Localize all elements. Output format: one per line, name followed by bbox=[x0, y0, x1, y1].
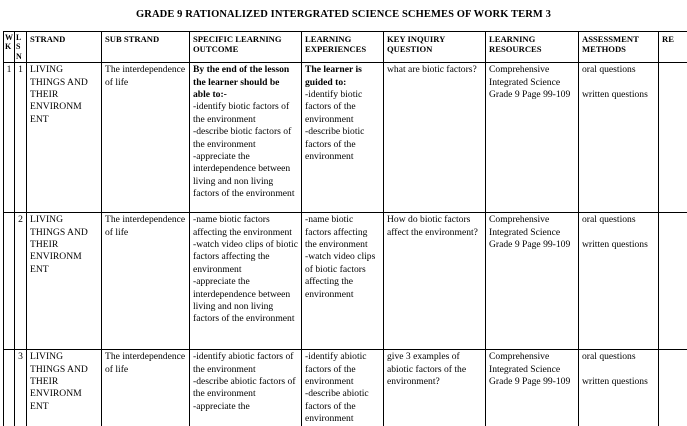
cell-resources: Comprehensive Integrated Science Grade 9 Page 99-109 bbox=[486, 350, 579, 426]
assessment-written: written questions bbox=[582, 88, 648, 100]
outcome-text: -identify abiotic factors of the environment -describe abiotic factors of the environment -appreciate the bbox=[193, 351, 296, 412]
cell-strand: LIVING THINGS AND THEIR ENVIRONM ENT bbox=[27, 213, 102, 350]
cell-strand: LIVING THINGS AND THEIR ENVIRONM ENT bbox=[27, 63, 102, 213]
cell-outcome bbox=[190, 213, 302, 350]
cell-remarks bbox=[659, 350, 687, 426]
experiences-text: -name biotic factors affecting the environment -watch video clips of biotic factors affecting the environment bbox=[305, 214, 376, 300]
cell-resources: Comprehensive Integrated Science Grade 9 Page 99-109 bbox=[486, 63, 579, 213]
cell-experiences bbox=[302, 63, 384, 213]
header-remarks: RE bbox=[659, 32, 687, 63]
assessment-written: written questions bbox=[582, 238, 648, 250]
cell-outcome bbox=[190, 350, 302, 426]
schemes-table bbox=[3, 31, 687, 426]
header-resources: LEARNING RESOURCES bbox=[486, 32, 579, 63]
cell-assessment bbox=[579, 350, 659, 426]
header-row bbox=[4, 32, 687, 63]
cell-experiences bbox=[302, 350, 384, 426]
table-row bbox=[4, 213, 687, 350]
assessment-oral: oral questions bbox=[582, 351, 636, 363]
header-strand: STRAND bbox=[27, 32, 102, 63]
cell-week: 1 bbox=[4, 63, 15, 213]
cell-week bbox=[4, 213, 15, 350]
cell-assessment bbox=[579, 213, 659, 350]
cell-week bbox=[4, 350, 15, 426]
cell-sub-strand: The interdependence of life bbox=[102, 213, 190, 350]
cell-resources: Comprehensive Integrated Science Grade 9 Page 99-109 bbox=[486, 213, 579, 350]
cell-remarks bbox=[659, 63, 687, 213]
cell-experiences bbox=[302, 213, 384, 350]
cell-lesson: 1 bbox=[15, 63, 27, 213]
header-assessment: ASSESSMENT METHODS bbox=[579, 32, 659, 63]
cell-outcome bbox=[190, 63, 302, 213]
header-sub-strand: SUB STRAND bbox=[102, 32, 190, 63]
cell-lesson: 3 bbox=[15, 350, 27, 426]
cell-sub-strand: The interdependence of life bbox=[102, 350, 190, 426]
cell-inquiry: give 3 examples of abiotic factors of the environment? bbox=[384, 350, 486, 426]
outcome-text: -name biotic factors affecting the environment -watch video clips of biotic factors affecting the environment -appreciate the interdependence between living and non living factors of the environment bbox=[193, 214, 298, 325]
page-title: GRADE 9 RATIONALIZED INTERGRATED SCIENCE SCHEMES OF WORK TERM 3 bbox=[136, 9, 551, 20]
assessment-oral: oral questions bbox=[582, 64, 636, 76]
cell-strand: LIVING THINGS AND THEIR ENVIRONM ENT bbox=[27, 350, 102, 426]
outcome-text: -identify biotic factors of the environment -describe biotic factors of the environment -appreciate the interdependence between living and non living factors of the environment bbox=[193, 101, 295, 200]
assessment-oral: oral questions bbox=[582, 214, 636, 226]
cell-inquiry: what are biotic factors? bbox=[384, 63, 486, 213]
assessment-written: written questions bbox=[582, 375, 648, 387]
experiences-lead: The learner is guided to: bbox=[305, 64, 362, 88]
experiences-text: -identify abiotic factors of the environment -describe abiotic factors of the environment bbox=[305, 351, 369, 425]
cell-remarks bbox=[659, 213, 687, 350]
cell-sub-strand: The interdependence of life bbox=[102, 63, 190, 213]
header-inquiry: KEY INQUIRY QUESTION bbox=[384, 32, 486, 63]
cell-inquiry: How do biotic factors affect the environment? bbox=[384, 213, 486, 350]
cell-assessment bbox=[579, 63, 659, 213]
header-outcome: SPECIFIC LEARNING OUTCOME bbox=[190, 32, 302, 63]
header-lesson: L S N bbox=[15, 32, 27, 63]
experiences-text: -identify biotic factors of the environment -describe biotic factors of the environment bbox=[305, 89, 365, 163]
cell-lesson: 2 bbox=[15, 213, 27, 350]
table-row bbox=[4, 350, 687, 426]
outcome-lead: By the end of the lesson the learner should be able to:- bbox=[193, 64, 290, 101]
table-row bbox=[4, 63, 687, 213]
header-week: W K bbox=[4, 32, 15, 63]
header-experiences: LEARNING EXPERIENCES bbox=[302, 32, 384, 63]
